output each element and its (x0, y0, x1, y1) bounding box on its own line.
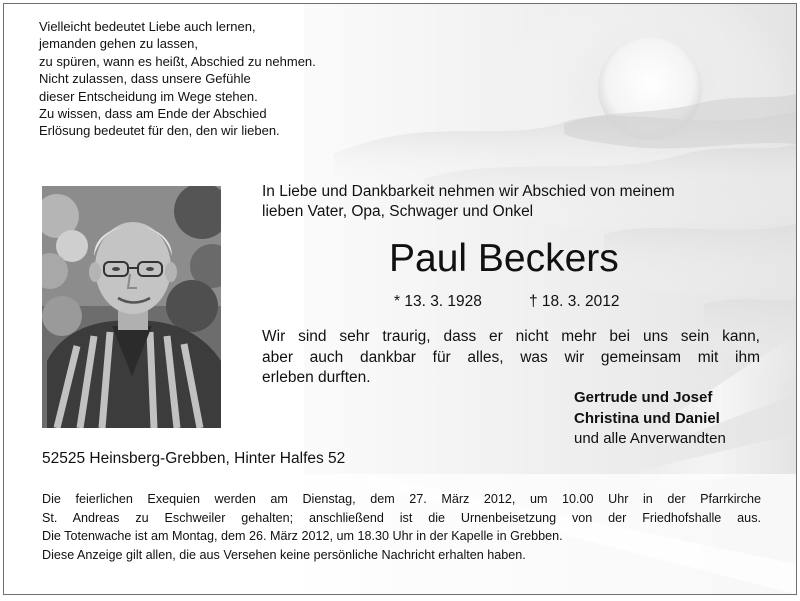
intro-text (262, 182, 675, 222)
portrait-photo (42, 186, 221, 428)
details-line: Die feierlichen Exequien werden am Dienstag, dem 27. März 2012, um 10.00 Uhr in der Pfarrkirche (42, 492, 761, 506)
poem-line: dieser Entscheidung im Wege stehen. (39, 88, 258, 104)
service-details (42, 490, 761, 564)
birth-date: * 13. 3. 1928 (394, 293, 482, 310)
intro-line: In Liebe und Dankbarkeit nehmen wir Abschied von meinem (262, 183, 675, 200)
details-line: Die Totenwache ist am Montag, dem 26. März 2012, um 18.30 Uhr in der Kapelle in Grebben. (42, 529, 563, 544)
poem-line: zu spüren, wann es heißt, Abschied zu nehmen. (39, 53, 316, 69)
death-date: † 18. 3. 2012 (529, 293, 620, 310)
mourner-line: Christina und Daniel (574, 409, 720, 427)
message-line: Wir sind sehr traurig, dass er nicht mehr bei uns sein kann, (262, 328, 760, 345)
deceased-name: Paul Beckers (389, 237, 619, 280)
details-line: Diese Anzeige gilt allen, die aus Versehen keine persönliche Nachricht erhalten haben. (42, 547, 526, 562)
memorial-poem (39, 18, 316, 140)
obituary-notice (3, 3, 797, 595)
family-address: 52525 Heinsberg-Grebben, Hinter Halfes 52 (42, 450, 346, 467)
mourners-signature (574, 388, 726, 450)
details-line: St. Andreas zu Eschweiler gehalten; anschließend ist die Urnenbeisetzung von der Friedhofshalle aus. (42, 510, 761, 525)
poem-line: jemanden gehen zu lassen, (39, 36, 199, 52)
poem-line: Vielleicht bedeutet Liebe auch lernen, (39, 19, 256, 34)
poem-line: Zu wissen, dass am Ende der Abschied (39, 106, 267, 122)
intro-line: lieben Vater, Opa, Schwager und Onkel (262, 203, 534, 220)
mourning-message (262, 327, 760, 389)
mourner-line: und alle Anverwandten (574, 430, 726, 447)
mourner-line: Gertrude und Josef (574, 389, 713, 406)
message-line: erleben durften. (262, 369, 371, 386)
poem-line: Erlösung bedeutet für den, den wir lieben. (39, 123, 280, 139)
message-line: aber auch dankbar für alles, was wir gemeinsam mit ihm (262, 348, 760, 366)
poem-line: Nicht zulassen, dass unsere Gefühle (39, 71, 251, 87)
